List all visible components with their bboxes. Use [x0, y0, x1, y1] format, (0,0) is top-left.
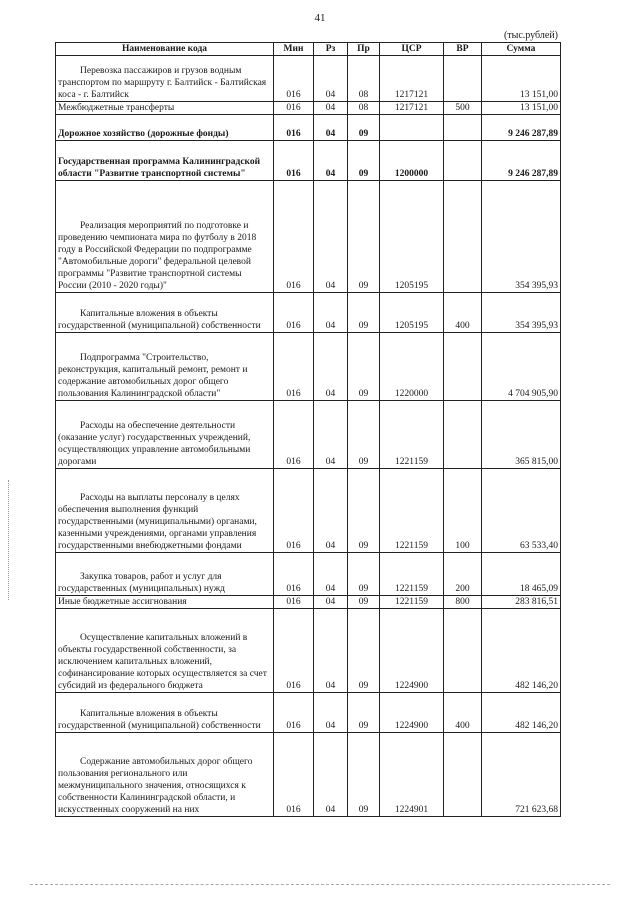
cell-text: 016 [286, 389, 301, 399]
cell-min [274, 115, 314, 141]
cell-text: 016 [286, 721, 301, 731]
cell-text: Иные бюджетные ассигнования [58, 597, 187, 607]
budget-table [55, 42, 561, 817]
table-row [56, 181, 561, 293]
cell-name [56, 141, 274, 181]
cell-min [274, 56, 314, 102]
cell-text: 04 [325, 129, 336, 139]
cell-text: Перевозка пассажиров и грузов водным транспортом по маршруту г. Балтийск - Балтийская коса - г. Балтийск [58, 66, 267, 100]
cell-name [56, 333, 274, 401]
cell-text: 1221159 [395, 541, 428, 551]
cell-text: 04 [325, 169, 336, 179]
cell-vr [444, 401, 482, 469]
cell-min [274, 181, 314, 293]
cell-text: 016 [286, 103, 301, 113]
cell-name [56, 56, 274, 102]
table-row [56, 401, 561, 469]
cell-text: Расходы на обеспечение деятельности (оказание услуг) государственных учреждений, осуществляющих управление автомобильными дорогами [58, 421, 251, 467]
cell-text: Реализация мероприятий по подготовке и проведению чемпионата мира по футболу в 2018 году в Российской Федерации по подпрограмме "Автомобильные дороги" федеральной целевой программы "Развитие транспортной системы России (2010 - 2020 годы)" [58, 221, 257, 291]
cell-rz [314, 469, 348, 553]
cell-text: 4 704 905,90 [508, 389, 558, 399]
cell-text: 04 [325, 90, 336, 100]
cell-min [274, 733, 314, 817]
cell-text: 365 815,00 [515, 457, 558, 467]
cell-csr [380, 553, 444, 596]
cell-csr [380, 733, 444, 817]
cell-text: 09 [358, 169, 369, 179]
margin-marks [8, 480, 13, 600]
table-row [56, 141, 561, 181]
header-pr: Пр [348, 43, 380, 56]
cell-text: Межбюджетные трансферты [58, 103, 175, 113]
cell-text: 1224900 [394, 681, 429, 691]
cell-text: 016 [286, 681, 301, 691]
cell-text: 13 151,00 [520, 90, 558, 100]
cell-csr [380, 181, 444, 293]
cell-text: Расходы на выплаты персоналу в целях обеспечения выполнения функций государственными (муниципальными) органами, казенными учреждениями, органами управления государственными внебюджетными фондами [58, 493, 257, 551]
cell-text: 354 395,93 [515, 281, 558, 291]
cell-text: 04 [325, 681, 336, 691]
cell-text: Содержание автомобильных дорог общего пользования регионального или межмуниципального значения, относящихся к собственности Калининградской области, и искусственных сооружений на них [58, 757, 253, 815]
cell-vr [444, 609, 482, 693]
cell-sum [482, 115, 561, 141]
cell-sum [482, 181, 561, 293]
cell-vr [444, 102, 482, 115]
cell-text: Подпрограмма "Строительство, реконструкция, капитальный ремонт, ремонт и содержание автомобильных дорог общего пользования Калининградской области" [58, 353, 248, 399]
table-row [56, 115, 561, 141]
cell-text: Дорожное хозяйство (дорожные фонды) [58, 129, 229, 139]
cell-text: 016 [286, 321, 301, 331]
cell-text: 04 [325, 389, 336, 399]
cell-text: 100 [455, 541, 470, 551]
cell-name [56, 181, 274, 293]
cell-text: 016 [286, 129, 301, 139]
cell-csr [380, 115, 444, 141]
cell-min [274, 469, 314, 553]
cell-csr [380, 693, 444, 733]
cell-text: 09 [358, 584, 369, 594]
cell-text: 1224900 [394, 721, 429, 731]
cell-rz [314, 141, 348, 181]
cell-text: 200 [455, 584, 470, 594]
table-row [56, 469, 561, 553]
cell-text: 016 [286, 584, 301, 594]
cell-vr [444, 333, 482, 401]
cell-rz [314, 181, 348, 293]
cell-text: 08 [358, 103, 369, 113]
cell-text: Капитальные вложения в объекты государственной (муниципальной) собственности [58, 709, 261, 731]
cell-pr [348, 102, 380, 115]
cell-sum [482, 596, 561, 609]
cell-sum [482, 141, 561, 181]
cell-text: 016 [286, 281, 301, 291]
cell-name [56, 401, 274, 469]
cell-text: 9 246 287,89 [508, 129, 558, 139]
cell-pr [348, 401, 380, 469]
cell-sum [482, 333, 561, 401]
table-header-row [56, 43, 561, 56]
cell-text: 800 [455, 597, 470, 607]
cell-csr [380, 293, 444, 333]
table-row [56, 693, 561, 733]
cell-text: 283 816,51 [515, 597, 558, 607]
cell-min [274, 401, 314, 469]
cell-name [56, 293, 274, 333]
cell-sum [482, 693, 561, 733]
cell-sum [482, 293, 561, 333]
cell-text: 1220000 [394, 389, 429, 399]
cell-vr [444, 293, 482, 333]
cell-text: 09 [358, 389, 369, 399]
cell-rz [314, 333, 348, 401]
cell-text: Капитальные вложения в объекты государственной (муниципальной) собственности [58, 309, 261, 331]
cell-rz [314, 596, 348, 609]
cell-text: 1221159 [395, 597, 428, 607]
cell-name [56, 553, 274, 596]
cell-text: 18 465,09 [520, 584, 558, 594]
cell-text: 63 533,40 [520, 541, 558, 551]
cell-text: 016 [286, 90, 301, 100]
cell-name [56, 115, 274, 141]
cell-text: 09 [358, 281, 369, 291]
cell-text: 1205195 [394, 321, 429, 331]
table-row [56, 609, 561, 693]
cell-text: 1221159 [395, 584, 428, 594]
cell-rz [314, 102, 348, 115]
cell-name [56, 733, 274, 817]
cell-text: 04 [325, 321, 336, 331]
cell-text: Закупка товаров, работ и услуг для государственных (муниципальных) нужд [58, 572, 225, 594]
cell-text: 09 [358, 457, 369, 467]
cell-rz [314, 401, 348, 469]
cell-text: 13 151,00 [520, 103, 558, 113]
cell-min [274, 553, 314, 596]
cell-text: 09 [358, 129, 369, 139]
cell-text: 04 [325, 103, 336, 113]
bottom-rule [30, 884, 610, 885]
cell-name [56, 102, 274, 115]
cell-text: 721 623,68 [515, 805, 558, 815]
cell-text: 1200000 [394, 169, 429, 179]
cell-text: 08 [358, 90, 369, 100]
cell-vr [444, 115, 482, 141]
cell-pr [348, 141, 380, 181]
cell-sum [482, 733, 561, 817]
cell-name [56, 693, 274, 733]
table-row [56, 102, 561, 115]
cell-sum [482, 401, 561, 469]
cell-pr [348, 693, 380, 733]
cell-vr [444, 181, 482, 293]
cell-text: 04 [325, 805, 336, 815]
cell-sum [482, 609, 561, 693]
cell-rz [314, 293, 348, 333]
cell-vr [444, 553, 482, 596]
cell-pr [348, 553, 380, 596]
cell-csr [380, 469, 444, 553]
cell-text: 1224901 [394, 805, 429, 815]
cell-sum [482, 102, 561, 115]
cell-pr [348, 609, 380, 693]
cell-pr [348, 293, 380, 333]
cell-text: 016 [286, 805, 301, 815]
cell-text: 1205195 [394, 281, 429, 291]
cell-text: Осуществление капитальных вложений в объекты государственной собственности, за исключением капитальных вложений, софинансирование которых осуществляется за счет субсидий из федерального бюджета [58, 633, 267, 691]
cell-text: 400 [455, 321, 470, 331]
cell-rz [314, 693, 348, 733]
cell-pr [348, 333, 380, 401]
cell-text: 400 [455, 721, 470, 731]
cell-text: 016 [286, 169, 301, 179]
cell-text: 09 [358, 721, 369, 731]
cell-csr [380, 333, 444, 401]
cell-text: 09 [358, 681, 369, 691]
cell-text: 09 [358, 321, 369, 331]
cell-pr [348, 115, 380, 141]
cell-csr [380, 102, 444, 115]
header-min: Мин [274, 43, 314, 56]
cell-min [274, 609, 314, 693]
cell-sum [482, 56, 561, 102]
cell-min [274, 141, 314, 181]
table-row [56, 733, 561, 817]
cell-min [274, 596, 314, 609]
page-number: 41 [314, 12, 326, 24]
cell-text: 09 [358, 541, 369, 551]
cell-text: 482 146,20 [515, 681, 558, 691]
cell-csr [380, 401, 444, 469]
header-sum: Сумма [482, 43, 561, 56]
cell-text: 016 [286, 457, 301, 467]
header-rz: Рз [314, 43, 348, 56]
cell-text: 1221159 [395, 457, 428, 467]
cell-rz [314, 115, 348, 141]
table-row [56, 596, 561, 609]
cell-name [56, 469, 274, 553]
header-name: Наименование кода [56, 43, 274, 56]
cell-vr [444, 733, 482, 817]
cell-vr [444, 56, 482, 102]
cell-pr [348, 56, 380, 102]
cell-pr [348, 469, 380, 553]
cell-csr [380, 596, 444, 609]
cell-min [274, 293, 314, 333]
cell-text: 04 [325, 281, 336, 291]
cell-name [56, 596, 274, 609]
cell-pr [348, 181, 380, 293]
cell-text: 09 [358, 805, 369, 815]
cell-name [56, 609, 274, 693]
cell-pr [348, 596, 380, 609]
cell-csr [380, 609, 444, 693]
cell-text: 016 [286, 597, 301, 607]
cell-text: 354 395,93 [515, 321, 558, 331]
cell-text: 1217121 [394, 90, 429, 100]
cell-min [274, 333, 314, 401]
cell-text: 016 [286, 541, 301, 551]
cell-rz [314, 733, 348, 817]
cell-text: 482 146,20 [515, 721, 558, 731]
cell-text: 04 [325, 597, 336, 607]
cell-csr [380, 56, 444, 102]
cell-rz [314, 609, 348, 693]
cell-vr [444, 596, 482, 609]
cell-text: 1217121 [394, 103, 429, 113]
cell-sum [482, 469, 561, 553]
cell-vr [444, 693, 482, 733]
header-vr: ВР [444, 43, 482, 56]
cell-rz [314, 56, 348, 102]
cell-min [274, 693, 314, 733]
cell-text: 9 246 287,89 [508, 169, 558, 179]
table-row [56, 553, 561, 596]
cell-text: 04 [325, 541, 336, 551]
table-row [56, 56, 561, 102]
cell-text: 500 [455, 103, 470, 113]
cell-csr [380, 141, 444, 181]
cell-text: 04 [325, 584, 336, 594]
cell-rz [314, 553, 348, 596]
table-row [56, 293, 561, 333]
cell-text: 09 [358, 597, 369, 607]
cell-vr [444, 141, 482, 181]
cell-vr [444, 469, 482, 553]
cell-text: 04 [325, 721, 336, 731]
units-label: (тыс.рублей) [503, 30, 558, 41]
cell-pr [348, 733, 380, 817]
cell-sum [482, 553, 561, 596]
cell-min [274, 102, 314, 115]
table-row [56, 333, 561, 401]
header-csr: ЦСР [380, 43, 444, 56]
cell-text: 04 [325, 457, 336, 467]
cell-text: Государственная программа Калининградской области "Развитие транспортной системы" [58, 157, 261, 179]
